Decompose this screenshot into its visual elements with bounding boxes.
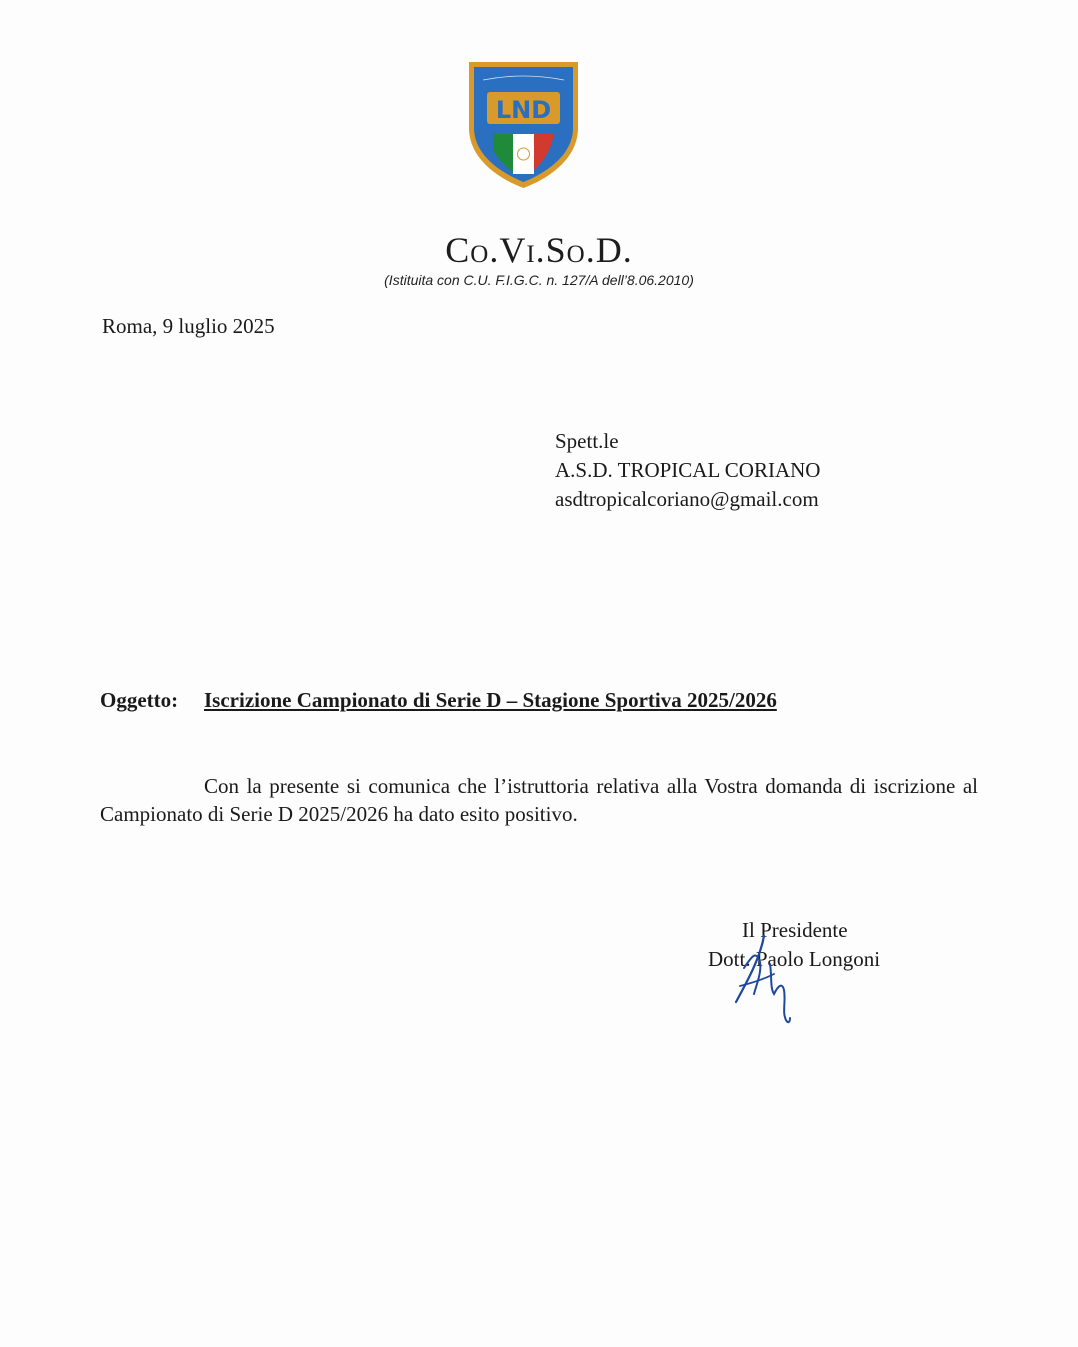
subject-line bbox=[100, 686, 777, 714]
letter-date: Roma, 9 luglio 2025 bbox=[102, 314, 275, 338]
recipient-email: asdtropicalcoriano@gmail.com bbox=[555, 487, 819, 511]
signer-name: Dott. Paolo Longoni bbox=[708, 947, 881, 971]
handwritten-signature-icon bbox=[726, 928, 806, 1028]
org-title: Co.Vi.So.D. bbox=[445, 230, 633, 270]
recipient-salutation: Spett.le bbox=[555, 429, 619, 453]
subject-text: Iscrizione Campionato di Serie D – Stagione Sportiva 2025/2026 bbox=[204, 688, 777, 712]
body-paragraph: Con la presente si comunica che l’istruttoria relativa alla Vostra domanda di iscrizione al Campionato di Serie D 2025/2026 ha dato esito positivo. bbox=[100, 774, 978, 826]
subject-label: Oggetto: bbox=[100, 688, 179, 712]
signer-role: Il Presidente bbox=[742, 918, 848, 942]
recipient-name: A.S.D. TROPICAL CORIANO bbox=[555, 458, 821, 482]
lnd-shield-logo-icon bbox=[465, 58, 582, 190]
svg-text:LND: LND bbox=[495, 96, 552, 124]
recipient-block bbox=[555, 427, 820, 514]
org-subtitle: (Istituita con C.U. F.I.G.C. n. 127/A dell’8.06.2010) bbox=[384, 272, 694, 288]
